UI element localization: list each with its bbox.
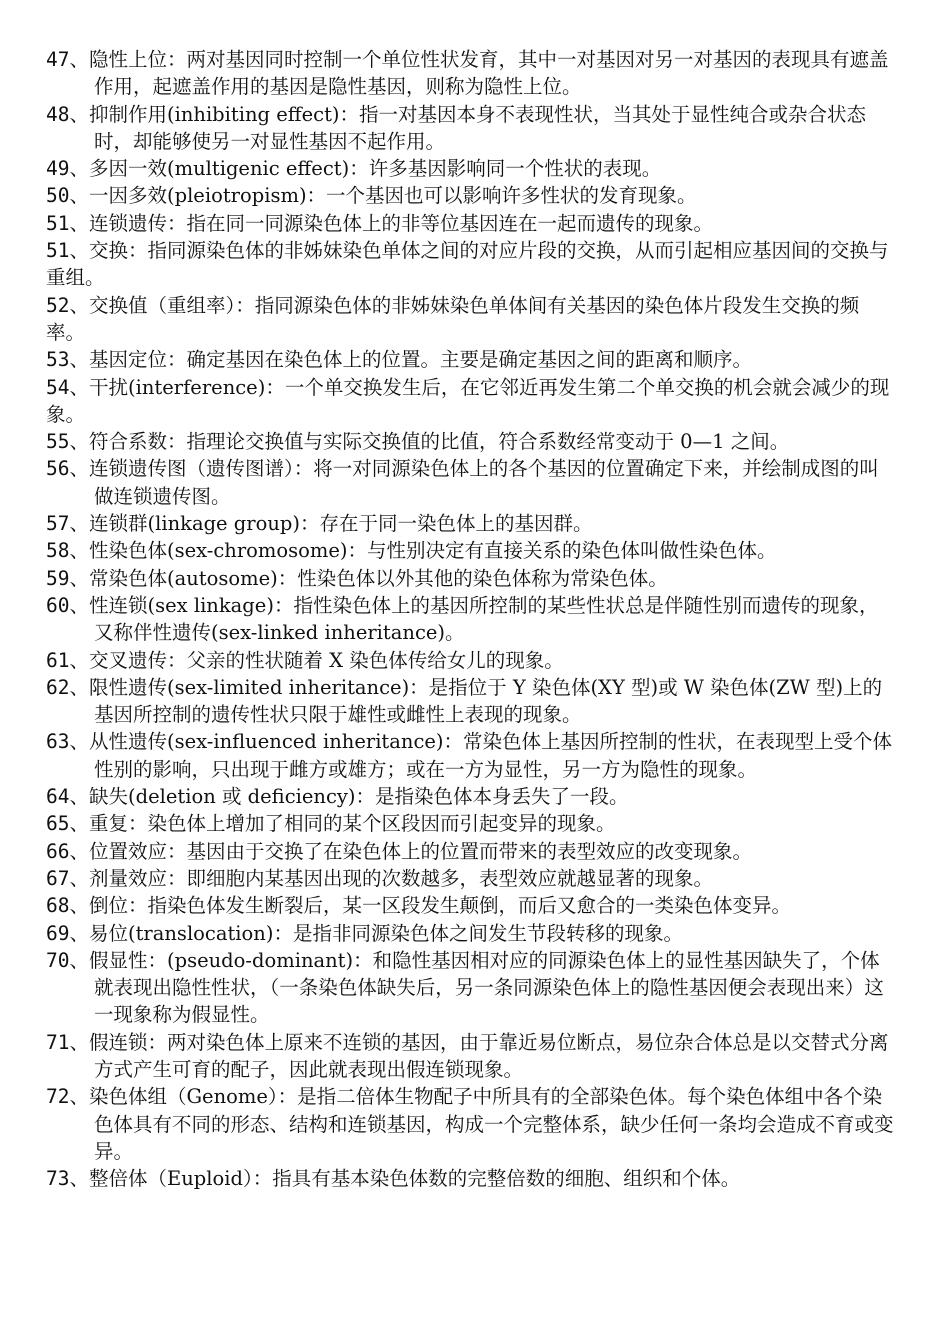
entry-number: 63、 [46, 730, 89, 754]
glossary-entry [46, 374, 896, 429]
entry-number: 58、 [46, 539, 89, 563]
entry-text: 重复：染色体上增加了相同的某个区段因而引起变异的现象。 [88, 812, 616, 836]
glossary-entry [46, 155, 896, 182]
entry-number: 48、 [46, 102, 89, 126]
entry-text: 倒位：指染色体发生断裂后，某一区段发生颠倒，而后又愈合的一类染色体变异。 [88, 894, 791, 918]
entry-text: 交叉遗传：父亲的性状随着 X 染色体传给女儿的现象。 [88, 648, 564, 672]
glossary-entry [46, 865, 896, 892]
glossary-entry [46, 920, 896, 947]
entry-number: 70、 [46, 948, 89, 972]
entry-number: 68、 [46, 894, 89, 918]
entry-number: 49、 [46, 157, 89, 181]
glossary-entry [46, 292, 896, 347]
entry-text: 假显性：(pseudo-dominant)：和隐性基因相对应的同源染色体上的显性基因缺失了，个体就表现出隐性性状，（一条染色体缺失后，另一条同源染色体上的隐性基因便会表现出来）这一现象称为假显性。 [88, 948, 884, 1027]
glossary-entry [46, 1029, 896, 1084]
glossary-entry [46, 647, 896, 674]
entry-number: 54、 [46, 375, 89, 399]
entry-number: 62、 [46, 675, 89, 699]
entry-text: 基因定位：确定基因在染色体上的位置。主要是确定基因之间的距离和顺序。 [88, 348, 752, 372]
entry-text: 缺失(deletion 或 deficiency)：是指染色体本身丢失了一段。 [88, 785, 629, 809]
glossary-entry [46, 565, 896, 592]
glossary-entry [46, 101, 896, 156]
entry-text: 从性遗传(sex-influenced inheritance)：常染色体上基因所控制的性状，在表现型上受个体性别的影响，只出现于雌方或雄方；或在一方为显性，另一方为隐性的现象。 [88, 730, 893, 781]
entry-number: 66、 [46, 839, 89, 863]
glossary-entry [46, 1165, 896, 1192]
entry-number: 51、 [46, 239, 89, 263]
entry-number: 72、 [46, 1085, 89, 1109]
entry-text: 假连锁：两对染色体上原来不连锁的基因，由于靠近易位断点，易位杂合体总是以交替式分离方式产生可育的配子，因此就表现出假连锁现象。 [88, 1030, 889, 1081]
entry-text: 连锁群(linkage group)：存在于同一染色体上的基因群。 [88, 512, 593, 536]
entry-text: 交换：指同源染色体的非姊妹染色单体之间的对应片段的交换，从而引起相应基因间的交换与重组。 [46, 239, 889, 290]
entry-number: 47、 [46, 48, 89, 71]
entry-text: 常染色体(autosome)：性染色体以外其他的染色体称为常染色体。 [88, 566, 668, 590]
entry-number: 67、 [46, 866, 89, 890]
glossary-entry [46, 346, 896, 373]
entry-text: 整倍体（Euploid）：指具有基本染色体数的完整倍数的细胞、组织和个体。 [88, 1167, 741, 1191]
entry-number: 57、 [46, 512, 89, 536]
entry-number: 52、 [46, 293, 89, 317]
entry-text: 位置效应：基因由于交换了在染色体上的位置而带来的表型效应的改变现象。 [88, 839, 752, 863]
glossary-entry [46, 674, 896, 729]
glossary-entry [46, 947, 896, 1029]
entry-text: 一因多效(pleiotropism)：一个基因也可以影响许多性状的发育现象。 [88, 184, 697, 208]
glossary-entry [46, 838, 896, 865]
entry-number: 69、 [46, 921, 89, 945]
entry-text: 多因一效(multigenic effect)：许多基因影响同一个性状的表现。 [88, 157, 662, 181]
glossary-entry [46, 182, 896, 209]
entry-text: 隐性上位：两对基因同时控制一个单位性状发育，其中一对基因对另一对基因的表现具有遮盖作用，起遮盖作用的基因是隐性基因，则称为隐性上位。 [88, 48, 889, 99]
entry-number: 53、 [46, 348, 89, 372]
entry-number: 64、 [46, 785, 89, 809]
glossary-entry [46, 592, 896, 647]
glossary-entry [46, 428, 896, 455]
entry-text: 性染色体(sex-chromosome)：与性别决定有直接关系的染色体叫做性染色体。 [88, 539, 777, 563]
entry-text: 符合系数：指理论交换值与实际交换值的比值，符合系数经常变动于 0—1 之间。 [88, 430, 790, 454]
entry-text: 限性遗传(sex-limited inheritance)：是指位于 Y 染色体(XY 型)或 W 染色体(ZW 型)上的基因所控制的遗传性状只限于雄性或雌性上表现的现象。 [88, 675, 883, 727]
glossary-entry [46, 455, 896, 510]
glossary-entry [46, 810, 896, 837]
glossary-entry [46, 892, 896, 919]
entry-number: 51、 [46, 211, 89, 235]
entry-number: 73、 [46, 1167, 89, 1191]
entry-number: 55、 [46, 430, 89, 454]
entry-number: 50、 [46, 184, 89, 208]
entry-number: 56、 [46, 457, 89, 481]
glossary-entry [46, 537, 896, 564]
glossary-entry [46, 237, 896, 292]
glossary-entry [46, 728, 896, 783]
entry-number: 59、 [46, 566, 89, 590]
entry-number: 60、 [46, 593, 89, 617]
entry-text: 易位(translocation)：是指非同源染色体之间发生节段转移的现象。 [88, 921, 683, 945]
entry-text: 染色体组（Genome）：是指二倍体生物配子中所具有的全部染色体。每个染色体组中各个染色体具有不同的形态、结构和连锁基因，构成一个完整体系，缺少任何一条均会造成不育或变异。 [88, 1085, 894, 1163]
entry-text: 剂量效应：即细胞内某基因出现的次数越多，表型效应就越显著的现象。 [88, 866, 713, 890]
entry-number: 65、 [46, 812, 89, 836]
glossary-entry [46, 783, 896, 810]
glossary-entry [46, 46, 896, 101]
document-page [46, 46, 896, 1192]
entry-text: 连锁遗传：指在同一同源染色体上的非等位基因连在一起而遗传的现象。 [88, 211, 713, 235]
entry-text: 性连锁(sex linkage)：指性染色体上的基因所控制的某些性状总是伴随性别而遗传的现象，又称伴性遗传(sex-linked inheritance)。 [88, 593, 879, 645]
entry-text: 抑制作用(inhibiting effect)：指一对基因本身不表现性状，当其处于显性纯合或杂合状态时，却能够使另一对显性基因不起作用。 [88, 102, 867, 153]
entry-text: 干扰(interference)：一个单交换发生后，在它邻近再发生第二个单交换的机会就会减少的现象。 [46, 375, 890, 426]
entry-text: 连锁遗传图（遗传图谱）：将一对同源染色体上的各个基因的位置确定下来，并绘制成图的叫做连锁遗传图。 [88, 457, 879, 508]
entry-number: 61、 [46, 648, 89, 672]
glossary-entry [46, 510, 896, 537]
glossary-entry [46, 210, 896, 237]
entry-text: 交换值（重组率）：指同源染色体的非姊妹染色单体间有关基因的染色体片段发生交换的频率。 [46, 293, 860, 344]
glossary-entry [46, 1083, 896, 1165]
entry-number: 71、 [46, 1030, 89, 1054]
